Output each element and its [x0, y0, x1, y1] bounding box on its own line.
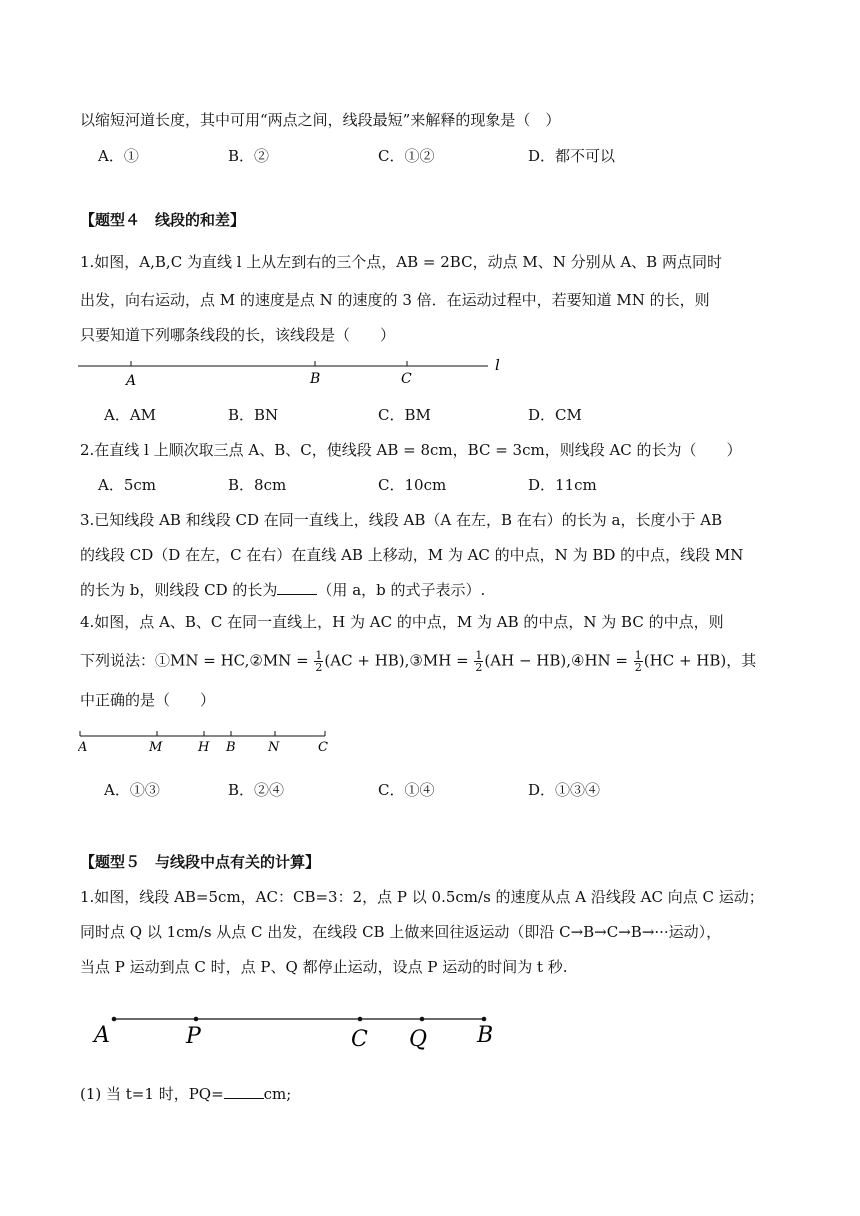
- fraction-half: $\frac{1}{2}$: [634, 649, 642, 674]
- option-c: C．BM: [378, 406, 431, 424]
- q5-1-line-2: 同时点 Q 以 1cm/s 从点 C 出发，在线段 CB 上做来回往返运动（即沿 C→B→C→B→···运动），: [80, 923, 722, 941]
- figure-line-abc: [78, 354, 518, 388]
- point-q-label: Q: [409, 1027, 428, 1052]
- q4-1-line-3: 只要知道下列哪条线段的长，该线段是（ ）: [80, 326, 396, 344]
- q5-1-line-3: 当点 P 运动到点 C 时，点 P、Q 都停止运动，设点 P 运动的时间为 t 秒.: [80, 958, 568, 976]
- point-m-label: M: [149, 740, 163, 754]
- point-n-label: N: [268, 740, 280, 754]
- option-d: D．CM: [528, 406, 582, 424]
- option-d: D．①③④: [528, 781, 601, 799]
- q4-4-text-1: 下列说法：①MN = HC,②MN =: [80, 651, 314, 670]
- point-p-label: P: [186, 1024, 201, 1049]
- q4-4-text-4: (HC + HB)，其: [643, 651, 757, 670]
- point-h-label: H: [198, 740, 210, 754]
- q5-1-sub-1-text-b: cm;: [263, 1085, 292, 1103]
- option-d: D．都不可以: [528, 147, 616, 165]
- q4-4-line-1: 4.如图，点 A、B、C 在同一直线上，H 为 AC 的中点，M 为 AB 的中点，N 为 BC 的中点，则: [80, 613, 724, 631]
- q4-4-line-2: [80, 650, 756, 673]
- q4-3-text-a: 的长为 b，则线段 CD 的长为: [80, 581, 278, 599]
- q4-1-line-1: 1.如图，A,B,C 为直线 l 上从左到右的三个点，AB = 2BC，动点 M、N 分别从 A、B 两点同时: [80, 253, 722, 271]
- option-c: C．10cm: [378, 476, 447, 494]
- option-a: A．①: [98, 147, 139, 165]
- section-title-4: 【题型４ 线段的和差】: [80, 211, 246, 229]
- option-a: A．5cm: [98, 476, 157, 494]
- option-a: A．AM: [104, 406, 157, 424]
- point-a-label: A: [78, 740, 88, 754]
- point-a-label: A: [126, 373, 137, 388]
- point-b-label: B: [477, 1023, 494, 1048]
- q4-2-line-1: 2.在直线 l 上顺次取三点 A、B、C，使线段 AB = 8cm，BC = 3cm，则线段 AC 的长为（ ）: [80, 441, 742, 459]
- q4-3-line-2: 的线段 CD（D 在左，C 在右）在直线 AB 上移动，M 为 AC 的中点，N 为 BD 的中点，线段 MN: [80, 546, 744, 564]
- line-l-label: l: [495, 356, 500, 374]
- fraction-half: $\frac{1}{2}$: [315, 649, 323, 674]
- q4-1-line-2: 出发，向右运动，点 M 的速度是点 N 的速度的 3 倍．在运动过程中，若要知道 MN 的长，则: [80, 291, 710, 309]
- fraction-half: $\frac{1}{2}$: [475, 649, 483, 674]
- option-b: B．②: [228, 147, 270, 165]
- point-c-label: C: [318, 740, 328, 754]
- section-title-5: 【题型５ 与线段中点有关的计算】: [80, 853, 321, 871]
- point-b-label: B: [310, 371, 321, 387]
- option-c: C．①②: [378, 147, 435, 165]
- figure-line-amhbnc: [78, 726, 338, 754]
- answer-blank[interactable]: [277, 580, 317, 595]
- answer-blank[interactable]: [224, 1084, 264, 1099]
- option-c: C．①④: [378, 781, 435, 799]
- q5-1-sub-1: [80, 1084, 291, 1104]
- q5-1-line-1: 1.如图，线段 AB=5cm，AC：CB=3：2，点 P 以 0.5cm/s 的速度从点 A 沿线段 AC 向点 C 运动；: [80, 888, 764, 906]
- option-b: B．②④: [228, 781, 285, 799]
- q4-4-line-3: 中正确的是（ ）: [80, 691, 216, 709]
- option-b: B．8cm: [228, 476, 287, 494]
- q5-1-sub-1-text-a: (1) 当 t=1 时，PQ=: [80, 1085, 224, 1103]
- q4-3-line-1: 3.已知线段 AB 和线段 CD 在同一直线上，线段 AB（A 在左，B 在右）的长为 a，长度小于 AB: [80, 511, 723, 529]
- figure-line-apcqb: [90, 1005, 510, 1057]
- option-b: B．BN: [228, 406, 279, 424]
- q4-4-text-3: (AH − HB),④HN =: [484, 651, 633, 670]
- point-c-label: C: [351, 1027, 368, 1052]
- question-text-line: 以缩短河道长度，其中可用“两点之间，线段最短”来解释的现象是（ ）: [80, 111, 561, 129]
- q4-3-line-3: [80, 580, 485, 600]
- option-d: D．11cm: [528, 476, 597, 494]
- point-b-label: B: [226, 740, 236, 754]
- option-a: A．①③: [104, 781, 160, 799]
- q4-3-text-b: （用 a，b 的式子表示）.: [317, 581, 486, 599]
- point-a-label: A: [94, 1023, 110, 1048]
- q4-4-text-2: (AC + HB),③MH =: [324, 651, 474, 670]
- point-c-label: C: [401, 371, 412, 387]
